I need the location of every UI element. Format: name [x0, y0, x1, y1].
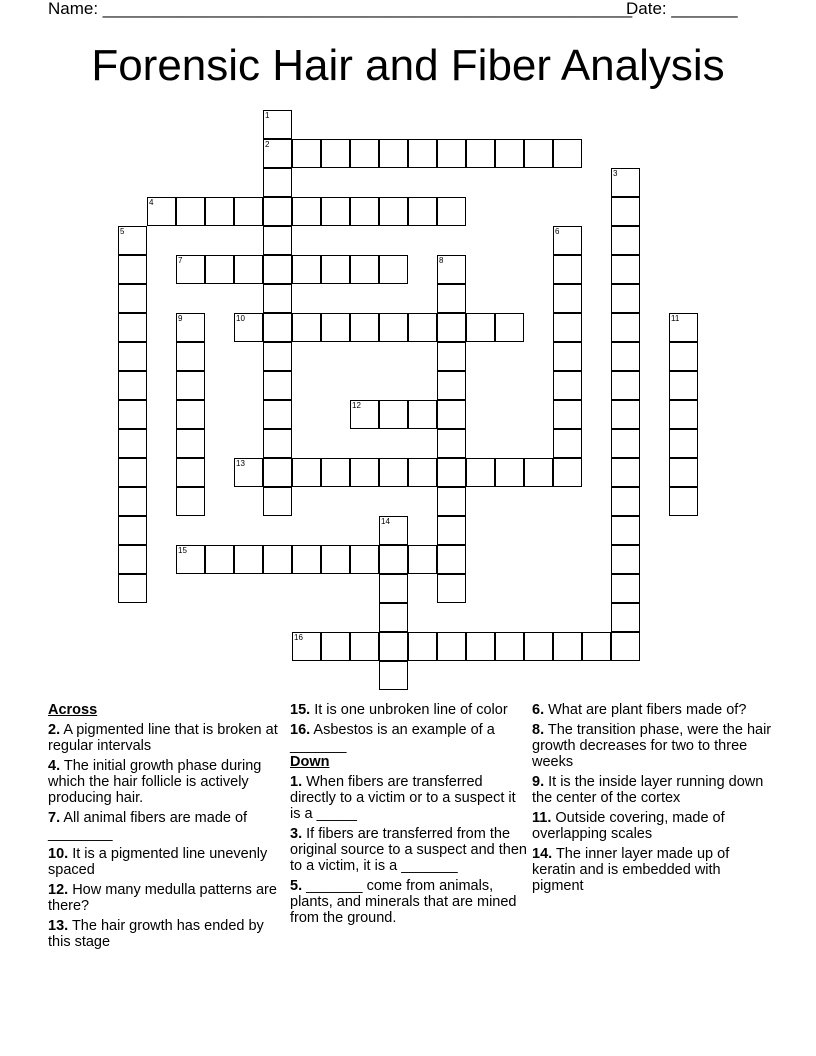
crossword-cell[interactable] — [234, 313, 263, 342]
crossword-cell[interactable] — [379, 400, 408, 429]
crossword-cell[interactable] — [553, 632, 582, 661]
crossword-cell[interactable] — [408, 313, 437, 342]
crossword-cell[interactable] — [408, 545, 437, 574]
crossword-cell[interactable] — [553, 458, 582, 487]
crossword-cell[interactable] — [669, 458, 698, 487]
crossword-cell[interactable] — [611, 226, 640, 255]
crossword-cell[interactable] — [350, 139, 379, 168]
crossword-cell[interactable] — [611, 197, 640, 226]
crossword-cell[interactable] — [292, 632, 321, 661]
clue-across-12: 12. How many medulla patterns are there? — [48, 882, 277, 914]
crossword-cell[interactable] — [408, 139, 437, 168]
crossword-cell[interactable] — [321, 545, 350, 574]
crossword-cell[interactable] — [495, 632, 524, 661]
crossword-cell[interactable] — [176, 429, 205, 458]
clue-number-label: 15 — [178, 546, 187, 555]
crossword-cell[interactable] — [234, 255, 263, 284]
crossword-cell[interactable] — [176, 487, 205, 516]
crossword-cell[interactable] — [669, 429, 698, 458]
crossword-cell[interactable] — [350, 197, 379, 226]
clue-number-label: 4 — [149, 198, 154, 207]
crossword-cell[interactable] — [611, 574, 640, 603]
crossword-cell[interactable] — [147, 197, 176, 226]
crossword-cell[interactable] — [379, 458, 408, 487]
crossword-cell[interactable] — [437, 516, 466, 545]
clue-number-label: 16 — [294, 633, 303, 642]
crossword-cell[interactable] — [292, 458, 321, 487]
clue-number-label: 5 — [120, 227, 125, 236]
clue-number-label: 13 — [236, 459, 245, 468]
crossword-cell[interactable] — [263, 487, 292, 516]
crossword-cell[interactable] — [611, 632, 640, 661]
clue-number-label: 11 — [671, 314, 680, 323]
crossword-cell[interactable] — [611, 255, 640, 284]
crossword-cell[interactable] — [553, 342, 582, 371]
crossword-cell[interactable] — [669, 313, 698, 342]
crossword-cell[interactable] — [350, 313, 379, 342]
clue-across-15: 15. It is one unbroken line of color — [290, 702, 508, 718]
crossword-cell[interactable] — [263, 197, 292, 226]
crossword-cell[interactable] — [611, 371, 640, 400]
crossword-cell[interactable] — [553, 371, 582, 400]
crossword-cell[interactable] — [118, 255, 147, 284]
name-field-line: Name: ________________________________________________________ — [48, 0, 633, 18]
crossword-cell[interactable] — [263, 226, 292, 255]
crossword-cell[interactable] — [379, 574, 408, 603]
crossword-cell[interactable] — [553, 284, 582, 313]
crossword-cell[interactable] — [611, 429, 640, 458]
clue-down-11: 11. Outside covering, made of overlapping scales — [532, 810, 725, 842]
clue-down-9: 9. It is the inside layer running down the center of the cortex — [532, 774, 764, 806]
crossword-cell[interactable] — [437, 429, 466, 458]
crossword-cell[interactable] — [176, 400, 205, 429]
crossword-cell[interactable] — [466, 139, 495, 168]
crossword-cell[interactable] — [495, 458, 524, 487]
clue-down-8: 8. The transition phase, were the hair growth decreases for two to three weeks — [532, 722, 772, 770]
crossword-cell[interactable] — [611, 342, 640, 371]
crossword-cell[interactable] — [379, 197, 408, 226]
crossword-cell[interactable] — [408, 197, 437, 226]
crossword-cell[interactable] — [553, 400, 582, 429]
crossword-cell[interactable] — [263, 110, 292, 139]
crossword-cell[interactable] — [292, 313, 321, 342]
clue-down-14: 14. The inner layer made up of keratin and is embedded with pigment — [532, 846, 730, 894]
crossword-cell[interactable] — [437, 313, 466, 342]
crossword-cell[interactable] — [669, 400, 698, 429]
crossword-cell[interactable] — [118, 516, 147, 545]
crossword-cell[interactable] — [205, 255, 234, 284]
clue-across-4: 4. The initial growth phase during which the hair follicle is actively producing hair. — [48, 758, 262, 806]
crossword-cell[interactable] — [350, 545, 379, 574]
crossword-cell[interactable] — [553, 226, 582, 255]
crossword-cell[interactable] — [611, 400, 640, 429]
clues-column-2 — [290, 702, 528, 930]
crossword-cell[interactable] — [553, 429, 582, 458]
crossword-cell[interactable] — [118, 342, 147, 371]
crossword-cell[interactable] — [263, 313, 292, 342]
crossword-cell[interactable] — [263, 429, 292, 458]
date-field-line: Date: _______ — [626, 0, 738, 18]
crossword-cell[interactable] — [263, 255, 292, 284]
crossword-cell[interactable] — [524, 139, 553, 168]
crossword-cell[interactable] — [118, 487, 147, 516]
crossword-cell[interactable] — [350, 458, 379, 487]
crossword-cell[interactable] — [379, 139, 408, 168]
crossword-cell[interactable] — [437, 545, 466, 574]
crossword-cell[interactable] — [437, 458, 466, 487]
crossword-cell[interactable] — [611, 458, 640, 487]
crossword-cell[interactable] — [176, 371, 205, 400]
crossword-cell[interactable] — [524, 458, 553, 487]
crossword-cell[interactable] — [234, 197, 263, 226]
crossword-cell[interactable] — [263, 400, 292, 429]
crossword-cell[interactable] — [553, 255, 582, 284]
crossword-cell[interactable] — [321, 458, 350, 487]
crossword-cell[interactable] — [118, 226, 147, 255]
crossword-cell[interactable] — [176, 313, 205, 342]
crossword-cell[interactable] — [321, 255, 350, 284]
crossword-cell[interactable] — [379, 255, 408, 284]
crossword-cell[interactable] — [379, 603, 408, 632]
crossword-cell[interactable] — [292, 545, 321, 574]
crossword-cell[interactable] — [176, 458, 205, 487]
crossword-cell[interactable] — [495, 139, 524, 168]
crossword-cell[interactable] — [466, 632, 495, 661]
clues-column-1 — [48, 702, 278, 954]
clue-across-2: 2. A pigmented line that is broken at regular intervals — [48, 722, 278, 754]
crossword-cell[interactable] — [495, 313, 524, 342]
clue-number-label: 6 — [555, 227, 560, 236]
crossword-cell[interactable] — [176, 342, 205, 371]
crossword-cell[interactable] — [321, 139, 350, 168]
crossword-cell[interactable] — [263, 458, 292, 487]
crossword-cell[interactable] — [553, 313, 582, 342]
crossword-cell[interactable] — [263, 371, 292, 400]
crossword-cell[interactable] — [176, 545, 205, 574]
across-heading: Across — [48, 702, 98, 718]
crossword-cell[interactable] — [321, 313, 350, 342]
crossword-cell[interactable] — [234, 545, 263, 574]
crossword-cell[interactable] — [466, 458, 495, 487]
clue-across-16: 16. Asbestos is an example of a _______ — [290, 722, 495, 754]
crossword-cell[interactable] — [611, 516, 640, 545]
crossword-cell[interactable] — [408, 400, 437, 429]
crossword-cell[interactable] — [437, 632, 466, 661]
crossword-cell[interactable] — [437, 139, 466, 168]
crossword-cell[interactable] — [176, 197, 205, 226]
crossword-cell[interactable] — [437, 371, 466, 400]
crossword-cell[interactable] — [118, 284, 147, 313]
crossword-cell[interactable] — [611, 603, 640, 632]
crossword-cell[interactable] — [234, 458, 263, 487]
clue-number-label: 3 — [613, 169, 618, 178]
crossword-cell[interactable] — [669, 371, 698, 400]
crossword-cell[interactable] — [118, 429, 147, 458]
crossword-cell[interactable] — [379, 516, 408, 545]
crossword-cell[interactable] — [437, 255, 466, 284]
clues-column-3 — [532, 702, 772, 898]
crossword-cell[interactable] — [611, 284, 640, 313]
crossword-cell[interactable] — [350, 632, 379, 661]
crossword-cell[interactable] — [263, 139, 292, 168]
clue-number-label: 10 — [236, 314, 245, 323]
clue-across-13: 13. The hair growth has ended by this stage — [48, 918, 264, 950]
clue-across-7: 7. All animal fibers are made of ________ — [48, 810, 248, 842]
crossword-cell[interactable] — [408, 458, 437, 487]
clue-number-label: 8 — [439, 256, 444, 265]
crossword-cell[interactable] — [118, 545, 147, 574]
crossword-cell[interactable] — [292, 255, 321, 284]
crossword-cell[interactable] — [118, 458, 147, 487]
crossword-cell[interactable] — [379, 632, 408, 661]
crossword-cell[interactable] — [350, 255, 379, 284]
crossword-cell[interactable] — [118, 313, 147, 342]
crossword-cell[interactable] — [408, 632, 437, 661]
crossword-cell[interactable] — [437, 400, 466, 429]
crossword-cell[interactable] — [669, 342, 698, 371]
crossword-cell[interactable] — [611, 545, 640, 574]
crossword-cell[interactable] — [118, 371, 147, 400]
crossword-cell[interactable] — [379, 545, 408, 574]
crossword-cell[interactable] — [263, 284, 292, 313]
clue-number-label: 7 — [178, 256, 183, 265]
crossword-cell[interactable] — [118, 400, 147, 429]
crossword-cell[interactable] — [321, 632, 350, 661]
crossword-cell[interactable] — [379, 661, 408, 690]
crossword-cell[interactable] — [292, 139, 321, 168]
crossword-cell[interactable] — [437, 487, 466, 516]
crossword-cell[interactable] — [379, 313, 408, 342]
crossword-cell[interactable] — [611, 168, 640, 197]
crossword-cell[interactable] — [205, 197, 234, 226]
crossword-cell[interactable] — [466, 313, 495, 342]
clue-number-label: 14 — [381, 517, 390, 526]
crossword-cell[interactable] — [176, 255, 205, 284]
clue-down-3: 3. If fibers are transferred from the original source to a suspect and then to a victim, it is a _______ — [290, 826, 527, 874]
crossword-cell[interactable] — [553, 139, 582, 168]
clue-number-label: 1 — [265, 111, 270, 120]
clue-down-5: 5. _______ come from animals, plants, and minerals that are mined from the ground. — [290, 878, 517, 926]
clue-number-label: 12 — [352, 401, 361, 410]
crossword-cell[interactable] — [263, 342, 292, 371]
crossword-cell[interactable] — [350, 400, 379, 429]
crossword-cell[interactable] — [437, 197, 466, 226]
crossword-cell[interactable] — [437, 342, 466, 371]
crossword-cell[interactable] — [524, 632, 553, 661]
crossword-cell[interactable] — [263, 545, 292, 574]
crossword-cell[interactable] — [321, 197, 350, 226]
crossword-cell[interactable] — [437, 284, 466, 313]
crossword-cell[interactable] — [611, 487, 640, 516]
clue-number-label: 2 — [265, 140, 270, 149]
clue-number-label: 9 — [178, 314, 183, 323]
crossword-cell[interactable] — [582, 632, 611, 661]
crossword-cell[interactable] — [437, 574, 466, 603]
crossword-cell[interactable] — [118, 574, 147, 603]
crossword-cell[interactable] — [669, 487, 698, 516]
page-title: Forensic Hair and Fiber Analysis — [91, 41, 725, 90]
crossword-cell[interactable] — [611, 313, 640, 342]
clue-down-6: 6. What are plant fibers made of? — [532, 702, 747, 718]
down-heading: Down — [290, 754, 330, 770]
crossword-cell[interactable] — [205, 545, 234, 574]
clue-across-10: 10. It is a pigmented line unevenly spaced — [48, 846, 268, 878]
crossword-cell[interactable] — [263, 168, 292, 197]
clue-down-1: 1. When fibers are transferred directly to a victim or to a suspect it is a _____ — [290, 774, 516, 822]
crossword-cell[interactable] — [292, 197, 321, 226]
